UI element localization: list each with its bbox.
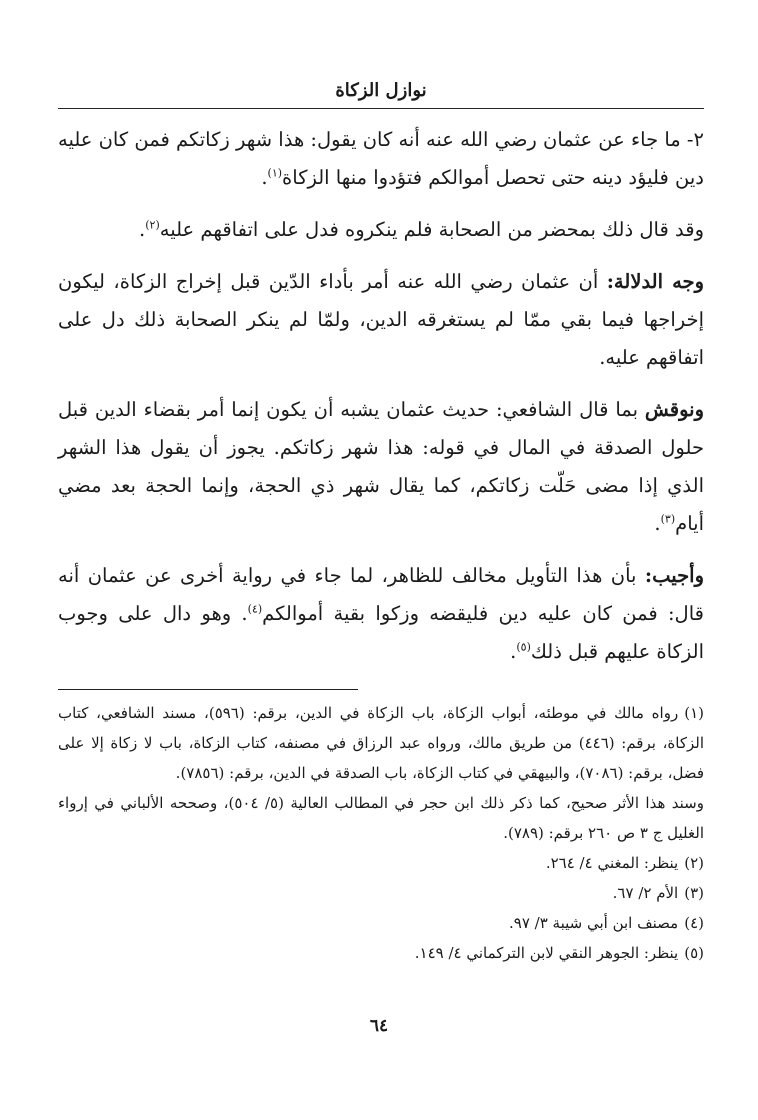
paragraph-text: ٢- ما جاء عن عثمان رضي الله عنه أنه كان يقول: هذا شهر زكاتكم فمن كان عليه دين فليؤد دينه حتى تحصل أموالكم فتؤدوا منها الزكاة <box>57 128 704 189</box>
paragraph-answer <box>58 557 704 671</box>
footnote-1 <box>58 698 704 788</box>
footnote-number: (٥) <box>684 944 704 962</box>
punctuation: . <box>139 218 146 241</box>
footnote-text: ينظر: الجوهر النقي لابن التركماني ٤/ ١٤٩. <box>414 944 679 962</box>
paragraph-lead: وأجيب: <box>644 564 704 587</box>
paragraph-ijma <box>58 211 704 249</box>
footnote-1-continuation: وسند هذا الأثر صحيح، كما ذكر ذلك ابن حجر في المطالب العالية (٥/ ٥٠٤)، وصححه الألباني في إرواء الغليل ج ٣ ص ٢٦٠ برقم: (٧٨٩). <box>58 794 704 842</box>
paragraph-athar <box>58 121 704 197</box>
paragraph-lead: وجه الدلالة: <box>606 270 705 293</box>
footnote-number: (٢) <box>684 854 704 872</box>
footnote-ref: (٣) <box>660 512 676 526</box>
footnote-text: الأم ٢/ ٦٧. <box>612 884 679 902</box>
footnotes <box>58 698 704 968</box>
paragraph-text: بما قال الشافعي: حديث عثمان يشبه أن يكون إنما أمر بقضاء الدين قبل حلول الصدقة في المال في قوله: هذا شهر زكاتكم. يجوز أن يقول هذا الشهر الذي إذا مضى حَلّت زكاتكم، كما يقال شهر ذي الحجة، وإنما الحجة بعد مضي أيام <box>58 398 704 535</box>
footnote-number: (٣) <box>684 884 704 902</box>
punctuation: . <box>510 640 517 663</box>
paragraph-objection <box>58 391 704 543</box>
paragraph-text: أن عثمان رضي الله عنه أمر بأداء الدّين قبل إخراج الزكاة، ليكون إخراجها فيما بقي ممّا لم يستغرقه الدين، ولمّا لم ينكر الصحابة ذلك دل على اتفاقهم عليه. <box>58 270 704 369</box>
footnote-text: مصنف ابن أبي شيبة ٣/ ٩٧. <box>508 914 679 932</box>
footnote-number: (٤) <box>684 914 704 932</box>
footnote-ref: (٥) <box>516 640 531 654</box>
punctuation: . <box>261 166 268 189</box>
paragraph-text: . وهو دال على وجوب الزكاة عليهم قبل ذلك <box>58 602 704 663</box>
page-number: ٦٤ <box>369 1016 389 1036</box>
footnote-text: ينظر: المغني ٤/ ٢٦٤. <box>545 854 679 872</box>
footnote-4 <box>58 908 704 938</box>
footnote-3 <box>58 878 704 908</box>
paragraph-dalala <box>58 263 704 377</box>
footnote-ref: (٤) <box>247 602 263 616</box>
footnote-ref: (١) <box>267 166 283 180</box>
paragraph-text: بأن هذا التأويل مخالف للظاهر، لما جاء في رواية أخرى عن عثمان أنه قال: فمن كان عليه دين فليقضه وزكوا بقية أموالكم <box>58 564 704 625</box>
footnote-ref: (٢) <box>145 218 160 232</box>
book-page <box>58 78 704 968</box>
paragraph-lead: ونوقش <box>644 398 704 421</box>
paragraph-text: وقد قال ذلك بمحضر من الصحابة فلم ينكروه فدل على اتفاقهم عليه <box>159 218 704 241</box>
footnote-separator <box>58 689 358 690</box>
footnote-5 <box>58 938 704 968</box>
footnote-2 <box>58 848 704 878</box>
footnote-text: رواه مالك في موطئه، أبواب الزكاة، باب الزكاة في الدين، برقم: (٥٩٦)، مسند الشافعي، كتاب الزكاة، برقم: (٤٤٦) من طريق مالك، ورواه عبد الرزاق في مصنفه، كتاب الزكاة، باب لا زكاة إلا على فضل، برقم: (٧٠٨٦)، والبيهقي في كتاب الزكاة، باب الصدقة في الدين، برقم: (٧٨٥٦). <box>58 704 704 782</box>
footnote-number: (١) <box>684 704 704 722</box>
punctuation: . <box>654 512 661 535</box>
running-title: نوازل الزكاة <box>58 78 704 109</box>
